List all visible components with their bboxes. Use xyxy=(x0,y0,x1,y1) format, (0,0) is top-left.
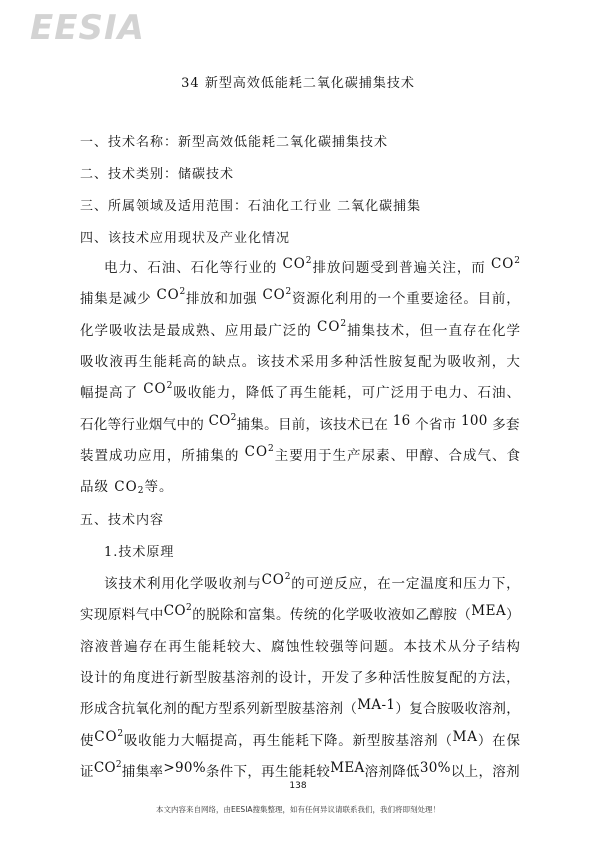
paragraph-line: 形 成 含 抗 氧 化 剂 的 配 方 型 系 列 新 型 胺 基 溶 剂 （ M A - 1 ） 复 合 胺 吸 收 溶 剂 ， xyxy=(80,697,520,718)
paragraph-line: 电 力 、 石 油 、 石 化 等 行 业 的 C O 2 排 放 问 题 受 到 普 遍 关 注 ， 而 C O 2 xyxy=(104,256,520,276)
paragraph-line: 设 计 的 角 度 进 行 新 型 胺 基 溶 剂 的 设 计 ， 开 发 了 多 种 活 性 胺 复 配 的 方 法 ， xyxy=(80,669,520,686)
footer-notice: 本文内容来自网络，由EESIA搜集整理，如有任何异议请联系我们，我们将即刻处理！ xyxy=(155,805,441,814)
eesia-logo: EESIA xyxy=(30,8,145,48)
paragraph-line: 溶 液 普 遍 存 在 再 生 能 耗 较 大 、 腐 蚀 性 较 强 等 问 题 。 本 技 术 从 分 子 结 构 xyxy=(80,638,520,655)
paragraph-line: 使 C O 2 吸 收 能 力 大 幅 提 高 ， 再 生 能 耗 下 降 。 新 型 胺 基 溶 剂 （ M A ） 在 保 xyxy=(80,728,520,749)
section-application-status: 四、该技术应用现状及产业化情况 xyxy=(80,231,291,246)
page-title: 34 新型高效低能耗二氧化碳捕集技术 xyxy=(181,76,415,91)
section-application-field: 三、所属领域及适用范围：石油化工行业 二氧化碳捕集 xyxy=(80,199,422,214)
paragraph-line: 化 学 吸 收 法 是 最 成 熟 、 应 用 最 广 泛 的 C O 2 捕 集 技 术 ， 但 一 直 存 在 化 学 xyxy=(80,318,520,339)
paragraph-line: 捕 集 是 减 少 C O 2 排 放 和 加 强 C O 2 资 源 化 利 用 的 一 个 重 要 途 径 。 目 前 ， xyxy=(80,287,520,308)
paragraph-line: 石 化 等 行 业 烟 气 中 的 C O 2 捕 集 。 目 前 ， 该 技 术 已 在 1 6 个 省 市 1 0 0 多 套 xyxy=(80,412,520,433)
subsection-principle: 1.技术原理 xyxy=(104,545,175,560)
paragraph-line: 幅 提 高 了 C O 2 吸 收 能 力 ， 降 低 了 再 生 能 耗 ， 可 广 泛 用 于 电 力 、 石 油 、 xyxy=(80,381,520,402)
paragraph-line: 实 现 原 料 气 中 C O 2 的 脱 除 和 富 集 。 传 统 的 化 学 吸 收 液 如 乙 醇 胺 （ M E A ） xyxy=(80,603,520,624)
section-technology-category: 二、技术类别：储碳技术 xyxy=(80,167,235,182)
paragraph-line: 装 置 成 功 应 用 ， 所 捕 集 的 C O 2 主 要 用 于 生 产 尿 素 、 甲 醇 、 合 成 气 、 食 xyxy=(80,443,520,464)
section-technology-content: 五、技术内容 xyxy=(80,513,165,528)
paragraph-line: 品级 $CO_2$等。 xyxy=(80,479,174,497)
section-technology-name: 一、技术名称：新型高效低能耗二氧化碳捕集技术 xyxy=(80,135,389,150)
paragraph-line: 该 技 术 利 用 化 学 吸 收 剂 与 C O 2 的 可 逆 反 应 ， 在 一 定 温 度 和 压 力 下 ， xyxy=(104,572,520,592)
paragraph-line: 证 C O 2 捕 集 率 > 9 0 % 条 件 下 ， 再 生 能 耗 较 M E A 溶 剂 降 低 3 0 % 以 上 ， 溶 剂 xyxy=(80,759,520,780)
paragraph-line: 吸 收 液 再 生 能 耗 高 的 缺 点 。 该 技 术 采 用 多 种 活 性 胺 复 配 为 吸 收 剂 ， 大 xyxy=(80,353,520,370)
page-number: 138 xyxy=(289,781,307,791)
